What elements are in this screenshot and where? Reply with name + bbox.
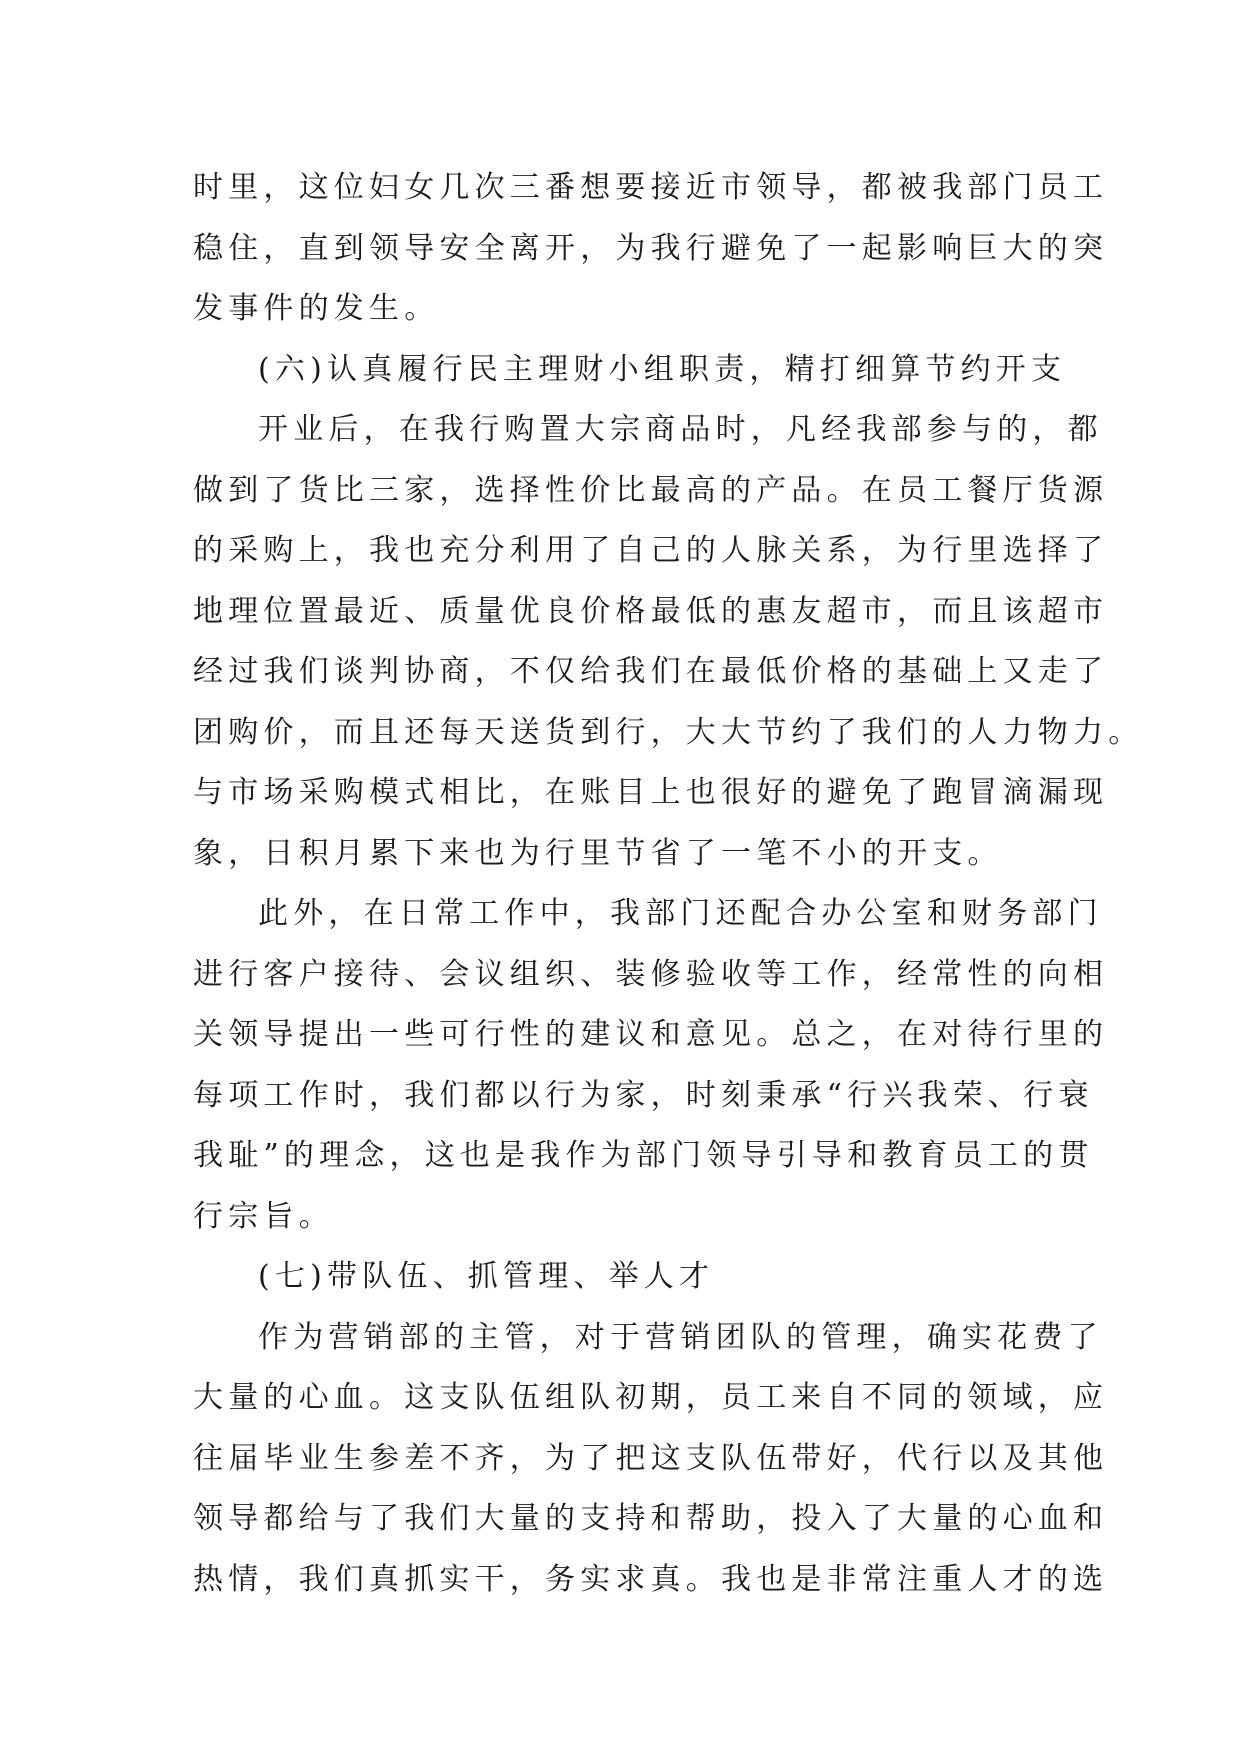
text-line: 发事件的发生。 — [193, 291, 440, 326]
text-line: 往届毕业生参差不齐，为了把这支队伍带好，代行以及其他 — [193, 1440, 1109, 1476]
text-line: 每项工作时，我们都以行为家，时刻秉承“行兴我荣、行衰 — [193, 1077, 1094, 1113]
text-line: 此外，在日常工作中，我部门还配合办公室和财务部门 — [258, 896, 1103, 931]
text-line: 经过我们谈判协商，不仅给我们在最低价格的基础上又走了 — [193, 654, 1109, 689]
text-line: 行宗旨。 — [193, 1198, 334, 1234]
text-line: 作为营销部的主管，对于营销团队的管理，确实花费了 — [258, 1319, 1103, 1355]
text-line: 的采购上，我也充分利用了自己的人脉关系，为行里选择了 — [193, 533, 1109, 568]
text-line: 进行客户接待、会议组织、装修验收等工作，经常性的向相 — [193, 956, 1109, 992]
text-line: 团购价，而且还每天送货到行，大大节约了我们的人力物力。 — [193, 714, 1144, 750]
text-line: 象，日积月累下来也为行里节省了一笔不小的开支。 — [193, 835, 1003, 871]
text-line: 做到了货比三家，选择性价比最高的产品。在员工餐厅货源 — [193, 472, 1109, 508]
text-line: 稳住，直到领导安全离开，为我行避免了一起影响巨大的突 — [193, 230, 1109, 266]
text-line: 时里，这位妇女几次三番想要接近市领导，都被我部门员工 — [193, 170, 1109, 205]
text-line: 领导都给与了我们大量的支持和帮助，投入了大量的心血和 — [193, 1501, 1109, 1536]
text-line: 我耻”的理念，这也是我作为部门领导引导和教育员工的贯 — [193, 1138, 1094, 1173]
section-heading: (七)带队伍、抓管理、举人才 — [258, 1259, 715, 1294]
section-heading: (六)认真履行民主理财小组职责，精打细算节约开支 — [258, 351, 1067, 387]
text-line: 开业后，在我行购置大宗商品时，凡经我部参与的，都 — [258, 412, 1103, 447]
text-line: 地理位置最近、质量优良价格最低的惠友超市，而且该超市 — [193, 593, 1109, 629]
text-line: 热情，我们真抓实干，务实求真。我也是非常注重人才的选 — [193, 1561, 1109, 1597]
text-line: 关领导提出一些可行性的建议和意见。总之，在对待行里的 — [193, 1017, 1109, 1052]
document-page — [193, 158, 1144, 1610]
text-line: 与市场采购模式相比，在账目上也很好的避免了跑冒滴漏现 — [193, 775, 1109, 810]
text-line: 大量的心血。这支队伍组队初期，员工来自不同的领域，应 — [193, 1380, 1109, 1415]
